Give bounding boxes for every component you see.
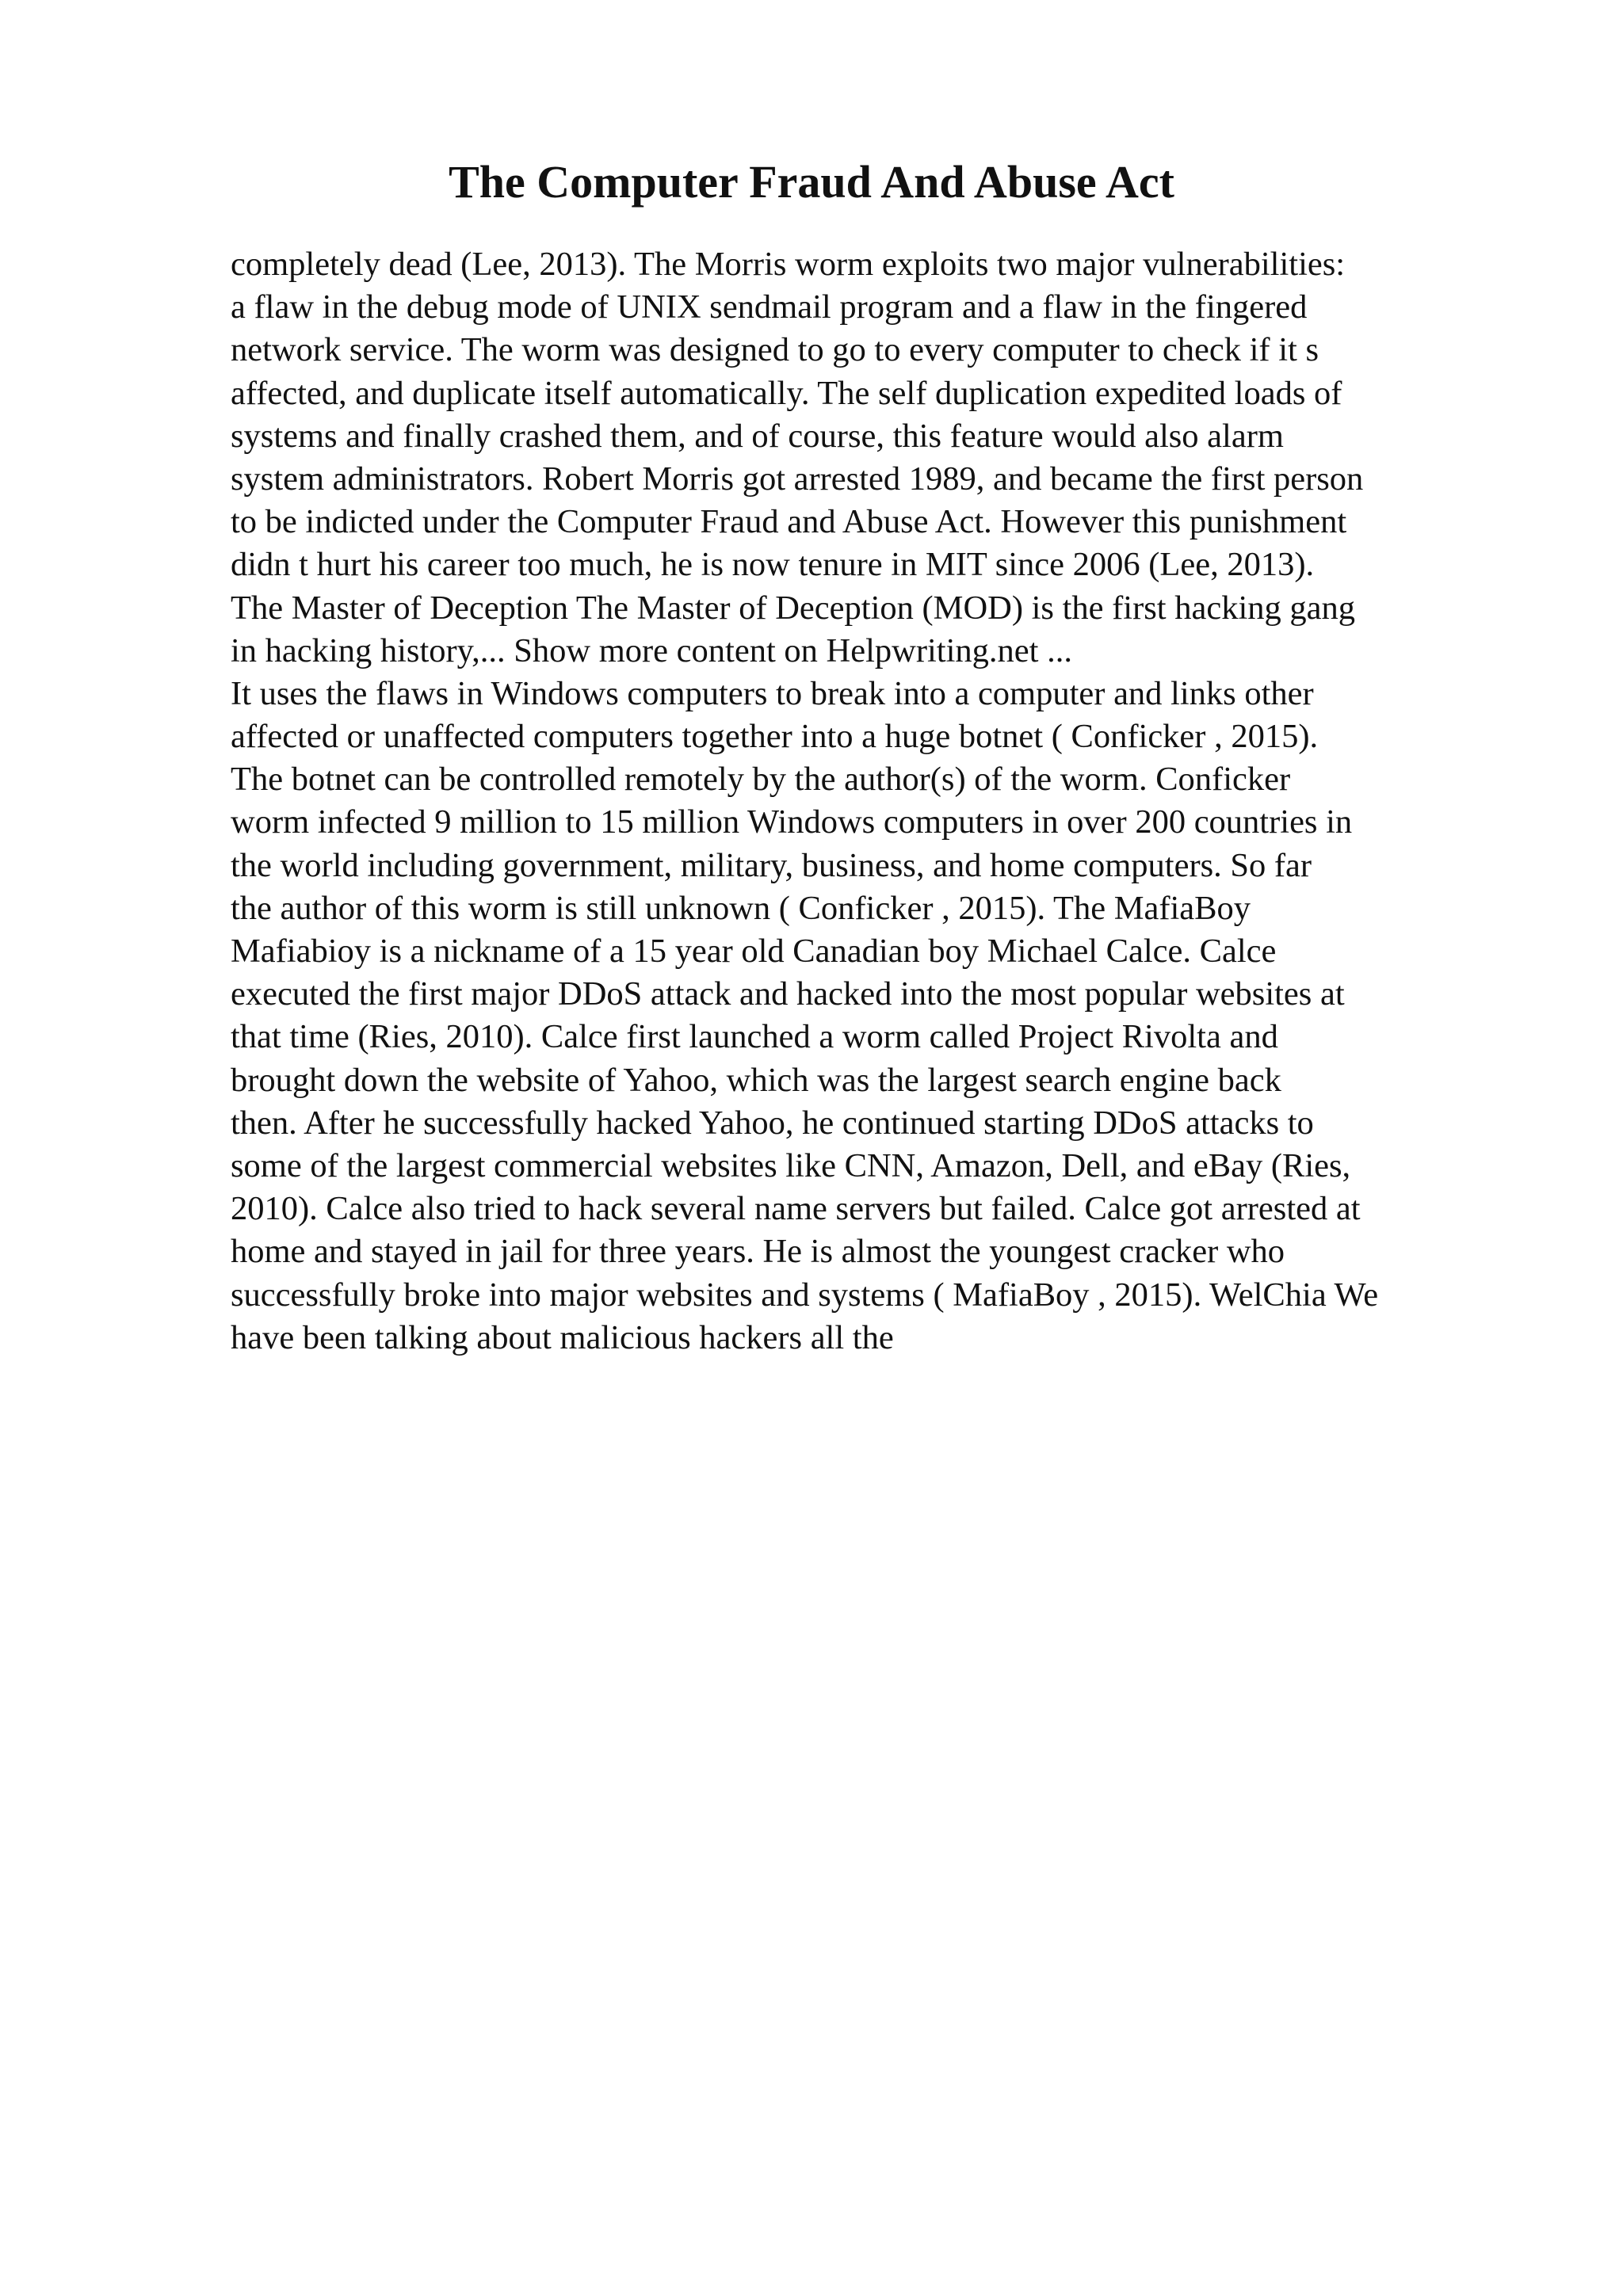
body-line: affected, and duplicate itself automatically. The self duplication expedited loads of	[231, 374, 1342, 412]
body-line: affected or unaffected computers together into a huge botnet ( Conficker , 2015).	[231, 718, 1319, 756]
body-line: have been talking about malicious hackers all the	[231, 1318, 894, 1356]
document-body	[231, 243, 1514, 1360]
body-line: The Master of Deception The Master of Deception (MOD) is the first hacking gang	[231, 589, 1355, 627]
body-line: The botnet can be controlled remotely by the author(s) of the worm. Conficker	[231, 761, 1291, 799]
body-line: a flaw in the debug mode of UNIX sendmail program and a flaw in the fingered	[231, 288, 1308, 326]
body-line: worm infected 9 million to 15 million Windows computers in over 200 countries in	[231, 803, 1353, 841]
document-title: The Computer Fraud And Abuse Act	[449, 156, 1174, 208]
body-line: systems and finally crashed them, and of course, this feature would also alarm	[231, 417, 1284, 455]
body-line: in hacking history,... Show more content on Helpwriting.net ...	[231, 631, 1072, 669]
body-line: didn t hurt his career too much, he is now tenure in MIT since 2006 (Lee, 2013).	[231, 546, 1315, 584]
body-line: brought down the website of Yahoo, which was the largest search engine back	[231, 1061, 1281, 1099]
body-line: 2010). Calce also tried to hack several name servers but failed. Calce got arrested at	[231, 1190, 1361, 1228]
body-line: It uses the flaws in Windows computers to break into a computer and links other	[231, 674, 1314, 712]
body-line: that time (Ries, 2010). Calce first launched a worm called Project Rivolta and	[231, 1018, 1278, 1056]
body-line: some of the largest commercial websites like CNN, Amazon, Dell, and eBay (Ries,	[231, 1146, 1351, 1184]
body-line: system administrators. Robert Morris got arrested 1989, and became the first person	[231, 460, 1364, 498]
body-line: home and stayed in jail for three years. He is almost the youngest cracker who	[231, 1233, 1285, 1271]
body-line: successfully broke into major websites and systems ( MafiaBoy , 2015). WelChia We	[231, 1276, 1379, 1314]
body-line: the author of this worm is still unknown ( Conficker , 2015). The MafiaBoy	[231, 889, 1251, 927]
body-line: network service. The worm was designed to go to every computer to check if it s	[231, 331, 1319, 369]
body-line: executed the first major DDoS attack and hacked into the most popular websites at	[231, 975, 1345, 1013]
body-line: then. After he successfully hacked Yahoo, he continued starting DDoS attacks to	[231, 1104, 1314, 1142]
body-line: the world including government, military, business, and home computers. So far	[231, 846, 1312, 884]
body-line: Mafiabioy is a nickname of a 15 year old Canadian boy Michael Calce. Calce	[231, 933, 1277, 970]
body-line: to be indicted under the Computer Fraud and Abuse Act. However this punishment	[231, 503, 1347, 541]
body-line: completely dead (Lee, 2013). The Morris worm exploits two major vulnerabilities:	[231, 246, 1346, 283]
